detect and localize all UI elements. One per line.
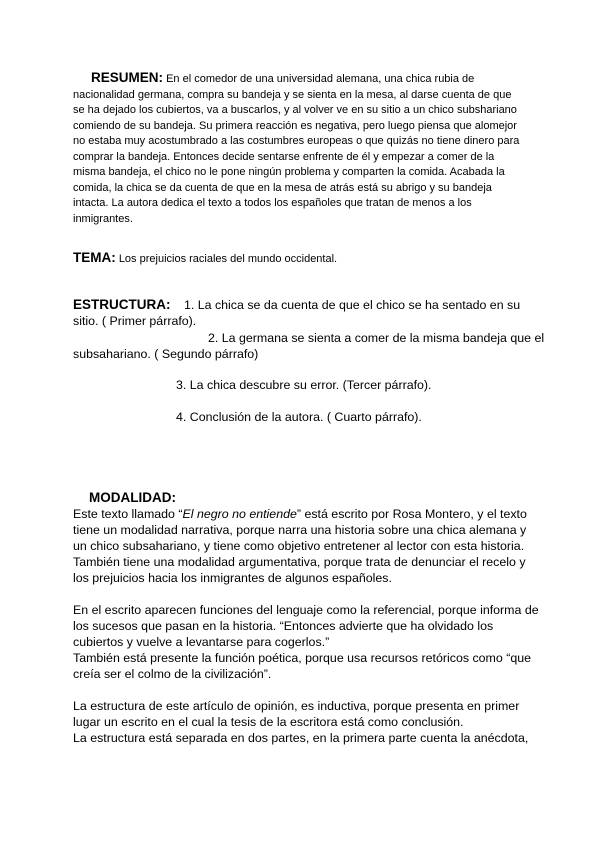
text-title: El negro no entiende [182,507,297,521]
resumen-heading: RESUMEN: [91,70,164,85]
resumen-line: no estaba muy acostumbrado a las costumbres europeas o que quizás no tiene dinero para [73,135,520,147]
modalidad-text: Este texto llamado “ [73,507,183,521]
resumen-line: intacta. La autora dedica el texto a todos los españoles que tratan de menos a los [73,197,472,209]
modalidad-heading: MODALIDAD: [89,490,176,505]
estructura-item-1-cont: sitio. ( Primer párrafo). [73,314,197,328]
funciones-line: También está presente la función poética, porque usa recursos retóricos como “que [73,651,532,665]
tema-section [73,250,525,268]
resumen-line: inmigrantes. [73,212,133,225]
resumen-line: comprar la bandeja. Entonces decide sentarse enfrente de él y empezar a comer de la [73,150,495,163]
estructura-text-line: La estructura de este artículo de opinión, es inductiva, porque presenta en primer [73,699,520,713]
estructura-item-1: 1. La chica se da cuenta de que el chico se ha sentado en su [183,298,521,312]
modalidad-text: ” está escrito por Rosa Montero, y el texto [296,507,527,521]
estructura-text-line: lugar un escrito en el cual la tesis de la escritora está como conclusión. [73,715,464,729]
estructura-item-2-cont: subsahariano. ( Segundo párrafo) [73,347,259,361]
modalidad-line: tiene un modalidad narrativa, porque narra una historia sobre una chica alemana y [73,523,527,537]
tema-text: Los prejuicios raciales del mundo occidental. [118,253,338,265]
resumen-line: comida, la chica se da cuenta de que en la mesa de atrás está su abrigo y su bandeja [73,181,492,194]
resumen-line: misma bandeja, el chico no le pone ningún problema y comparten la comida. Acabada la [73,166,505,178]
estructura-item-4: 4. Conclusión de la autora. ( Cuarto párrafo). [176,410,422,424]
resumen-line: nacionalidad germana, compra su bandeja y se sienta en la mesa, al darse cuenta de que [73,88,512,101]
estructura-item-2: 2. La germana se sienta a comer de la misma bandeja que el [208,331,545,345]
resumen-line: En el comedor de una universidad alemana, una chica rubia de [166,73,475,85]
modalidad-line: un chico subsahariano, y tiene como objetivo entretener al lector con esta historia. [73,539,525,553]
estructura-item-3: 3. La chica descubre su error. (Tercer párrafo). [176,378,432,392]
estructura-text-line: La estructura está separada en dos partes, en la primera parte cuenta la anécdota, [73,731,529,745]
resumen-section [73,70,525,227]
estructura-heading: ESTRUCTURA: [73,297,171,312]
resumen-line: comiendo de su bandeja. Su primera reacción es negativa, pero luego piensa que alomejor [73,119,517,132]
funciones-line: creía ser el colmo de la civilización”. [73,667,272,681]
estructura-section [73,297,545,362]
resumen-line: se ha dejado los cubiertos, va a buscarlos, y al volver ve en su sitio a un chico subshariano [73,104,517,116]
modalidad-line: También tiene una modalidad argumentativa, porque trata de denunciar el recelo y [73,555,526,569]
modalidad-line: los prejuicios hacia los inmigrantes de algunos españoles. [73,571,392,585]
funciones-line: En el escrito aparecen funciones del lenguaje como la referencial, porque informa de [73,603,539,617]
tema-heading: TEMA: [73,250,116,265]
funciones-line: los sucesos que pasan en la historia. “Entonces advierte que ha olvidado los [73,619,494,633]
modalidad-section [73,490,539,746]
funciones-line: cubiertos y vuelve a levantarse para cogerlos.” [73,635,330,649]
